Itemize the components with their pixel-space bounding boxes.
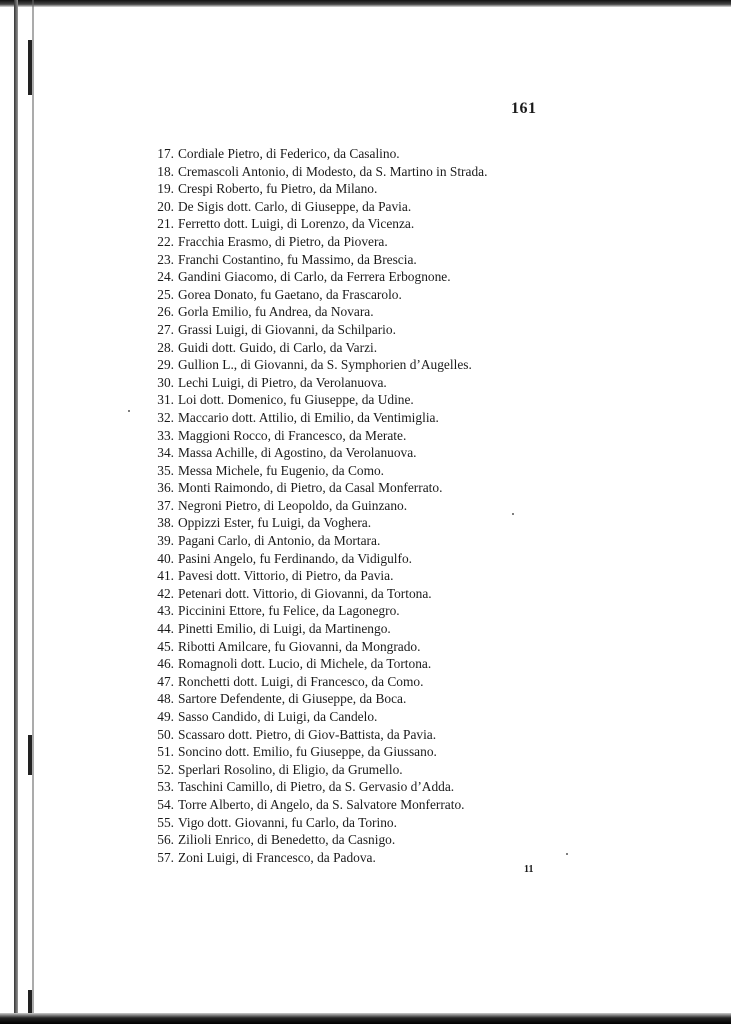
entry-number: 25. xyxy=(157,286,174,302)
list-item xyxy=(128,690,578,708)
entry-number: 49. xyxy=(157,709,174,724)
entry-text: Ferretto dott. Luigi, di Lorenzo, da Vicenza. xyxy=(178,216,415,232)
entry-number: 20. xyxy=(157,198,174,214)
entry-number: 54. xyxy=(157,796,174,812)
entry-text: De Sigis dott. Carlo, di Giuseppe, da Pavia. xyxy=(178,198,412,214)
entry-number: 39. xyxy=(157,533,174,549)
gutter-mark xyxy=(28,735,32,775)
entry-text: Torre Alberto, di Angelo, da S. Salvatore Monferrato. xyxy=(178,796,465,812)
entry-number: 18. xyxy=(157,163,174,179)
page-number: 161 xyxy=(511,100,537,117)
list-item xyxy=(128,462,578,480)
entry-number: 44. xyxy=(157,621,174,637)
entry-text: Vigo dott. Giovanni, fu Carlo, da Torino. xyxy=(178,814,397,830)
entry-text: Lechi Luigi, di Pietro, da Verolanuova. xyxy=(178,374,387,390)
entry-number: 45. xyxy=(157,638,174,654)
list-item xyxy=(128,145,578,163)
entry-text: Zilioli Enrico, di Benedetto, da Casnigo. xyxy=(178,832,396,848)
entry-text: Zoni Luigi, di Francesco, da Padova. xyxy=(178,849,376,865)
list-item xyxy=(128,163,578,181)
entry-text: Cordiale Pietro, di Federico, da Casalino. xyxy=(178,146,400,161)
list-item xyxy=(128,655,578,673)
list-item xyxy=(128,567,578,585)
list-item xyxy=(128,180,578,198)
list-item xyxy=(128,215,578,233)
list-item xyxy=(128,585,578,603)
list-item xyxy=(128,673,578,691)
list-item xyxy=(128,303,578,321)
list-item xyxy=(128,620,578,638)
entry-number: 33. xyxy=(157,427,174,443)
entry-number: 35. xyxy=(157,462,174,478)
entry-number: 41. xyxy=(157,568,174,584)
entry-number: 34. xyxy=(157,445,174,461)
list-item xyxy=(128,514,578,532)
page-top-border xyxy=(0,0,731,7)
entry-text: Gullion L., di Giovanni, da S. Symphorien d’Augelles. xyxy=(178,357,472,373)
list-item xyxy=(128,743,578,761)
entry-text: Maccario dott. Attilio, di Emilio, da Ventimiglia. xyxy=(178,409,439,425)
entry-number: 26. xyxy=(157,304,174,320)
list-item xyxy=(128,427,578,445)
list-item xyxy=(128,286,578,304)
entry-text: Soncino dott. Emilio, fu Giuseppe, da Giussano. xyxy=(178,744,437,760)
list-item xyxy=(128,761,578,779)
entry-number: 22. xyxy=(157,233,174,249)
list-item xyxy=(128,778,578,796)
entry-text: Franchi Costantino, fu Massimo, da Brescia. xyxy=(178,251,417,267)
entry-number: 21. xyxy=(157,216,174,232)
entry-text: Gorea Donato, fu Gaetano, da Frascarolo. xyxy=(178,286,402,302)
entry-number: 19. xyxy=(157,181,174,197)
entry-text: Scassaro dott. Pietro, di Giov-Battista, da Pavia. xyxy=(178,726,437,742)
entry-text: Sartore Defendente, di Giuseppe, da Boca. xyxy=(178,691,407,707)
list-item xyxy=(128,497,578,515)
entry-text: Crespi Roberto, fu Pietro, da Milano. xyxy=(178,181,378,197)
entry-number: 51. xyxy=(157,744,174,760)
entry-text: Romagnoli dott. Lucio, di Michele, da Tortona. xyxy=(178,656,432,672)
entry-number: 56. xyxy=(157,832,174,848)
entry-text: Pagani Carlo, di Antonio, da Mortara. xyxy=(178,533,381,549)
entry-number: 38. xyxy=(157,515,174,531)
list-item xyxy=(128,198,578,216)
list-item xyxy=(128,796,578,814)
list-item xyxy=(128,602,578,620)
list-item xyxy=(128,268,578,286)
entry-number: 32. xyxy=(157,409,174,425)
list-item xyxy=(128,391,578,409)
page-bottom-border xyxy=(0,1013,731,1024)
entry-text: Monti Raimondo, di Pietro, da Casal Monferrato. xyxy=(178,480,443,496)
list-item xyxy=(128,726,578,744)
entry-number: 50. xyxy=(157,726,174,742)
entry-number: 57. xyxy=(157,849,174,865)
entry-text: Guidi dott. Guido, di Carlo, da Varzi. xyxy=(178,339,378,355)
entry-text: Ronchetti dott. Luigi, di Francesco, da Como. xyxy=(178,673,424,689)
entry-text: Negroni Pietro, di Leopoldo, da Guinzano. xyxy=(178,497,408,513)
list-item xyxy=(128,233,578,251)
entry-text: Oppizzi Ester, fu Luigi, da Voghera. xyxy=(178,515,372,531)
name-list xyxy=(128,145,578,866)
entry-number: 31. xyxy=(157,392,174,408)
entry-number: 29. xyxy=(157,357,174,373)
entry-text: Pinetti Emilio, di Luigi, da Martinengo. xyxy=(178,621,391,637)
entry-number: 48. xyxy=(157,691,174,707)
entry-text: Petenari dott. Vittorio, di Giovanni, da Tortona. xyxy=(178,585,432,601)
entry-number: 28. xyxy=(157,339,174,355)
entry-text: Pavesi dott. Vittorio, di Pietro, da Pavia. xyxy=(178,568,394,584)
entry-text: Fracchia Erasmo, di Pietro, da Piovera. xyxy=(178,233,388,249)
entry-text: Loi dott. Domenico, fu Giuseppe, da Udine. xyxy=(178,392,414,408)
entry-text: Messa Michele, fu Eugenio, da Como. xyxy=(178,462,385,478)
entry-text: Gorla Emilio, fu Andrea, da Novara. xyxy=(178,304,374,320)
entry-number: 24. xyxy=(157,269,174,285)
entry-text: Sperlari Rosolino, di Eligio, da Grumello. xyxy=(178,761,403,777)
list-item xyxy=(128,321,578,339)
entry-text: Piccinini Ettore, fu Felice, da Lagonegro. xyxy=(178,603,400,619)
entry-text: Ribotti Amilcare, fu Giovanni, da Mongrado. xyxy=(178,638,421,654)
page-left-edge xyxy=(14,0,18,1024)
entry-number: 27. xyxy=(157,321,174,337)
entry-number: 47. xyxy=(157,673,174,689)
entry-number: 23. xyxy=(157,251,174,267)
entry-number: 53. xyxy=(157,779,174,795)
list-item xyxy=(128,444,578,462)
entry-text: Sasso Candido, di Luigi, da Candelo. xyxy=(178,709,378,724)
entry-number: 55. xyxy=(157,814,174,830)
entry-text: Cremascoli Antonio, di Modesto, da S. Martino in Strada. xyxy=(178,163,488,179)
page-gutter-line xyxy=(32,0,34,1024)
entry-text: Taschini Camillo, di Pietro, da S. Gervasio d’Adda. xyxy=(178,779,455,795)
entry-number: 42. xyxy=(157,585,174,601)
entry-text: Grassi Luigi, di Giovanni, da Schilpario. xyxy=(178,321,396,337)
list-item xyxy=(128,532,578,550)
printer-signature-mark: 11 xyxy=(524,864,534,875)
list-item xyxy=(128,374,578,392)
list-item xyxy=(128,409,578,427)
list-item xyxy=(128,339,578,357)
list-item xyxy=(128,831,578,849)
list-item xyxy=(128,638,578,656)
list-item xyxy=(128,849,578,867)
list-item xyxy=(128,550,578,568)
entry-text: Gandini Giacomo, di Carlo, da Ferrera Erbognone. xyxy=(178,269,451,285)
list-item xyxy=(128,251,578,269)
list-item xyxy=(128,708,578,726)
list-item xyxy=(128,814,578,832)
entry-number: 52. xyxy=(157,761,174,777)
entry-number: 43. xyxy=(157,603,174,619)
list-item xyxy=(128,479,578,497)
entry-number: 17. xyxy=(157,146,174,161)
entry-number: 46. xyxy=(157,656,174,672)
entry-text: Maggioni Rocco, di Francesco, da Merate. xyxy=(178,427,407,443)
entry-number: 37. xyxy=(157,497,174,513)
gutter-mark xyxy=(28,990,32,1015)
entry-number: 30. xyxy=(157,374,174,390)
list-item xyxy=(128,356,578,374)
entry-number: 40. xyxy=(157,550,174,566)
entry-number: 36. xyxy=(157,480,174,496)
entry-text: Massa Achille, di Agostino, da Verolanuova. xyxy=(178,445,417,461)
gutter-mark xyxy=(28,40,32,95)
entry-text: Pasini Angelo, fu Ferdinando, da Vidigulfo. xyxy=(178,550,413,566)
